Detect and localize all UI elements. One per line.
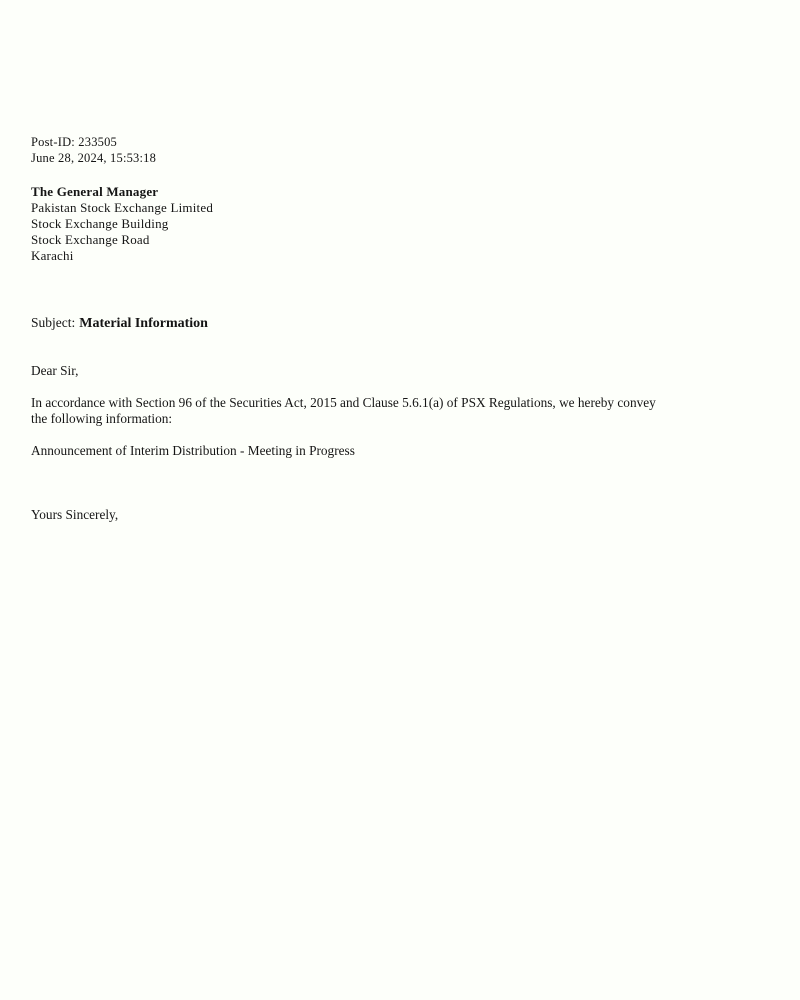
recipient-line-company: Pakistan Stock Exchange Limited	[31, 200, 214, 215]
subject-label: Subject:	[31, 315, 76, 330]
post-id-line	[31, 134, 156, 150]
recipient-title: The General Manager	[31, 184, 159, 199]
subject-line	[31, 314, 208, 332]
announcement-line: Announcement of Interim Distribution - Meeting in Progress	[31, 443, 355, 458]
closing-line: Yours Sincerely,	[31, 507, 119, 522]
recipient-address-block	[31, 184, 213, 264]
post-id-label: Post-ID:	[31, 135, 75, 149]
subject-value: Material Information	[79, 316, 208, 331]
meta-block	[31, 134, 156, 166]
post-id-value: 233505	[78, 135, 117, 149]
recipient-line-road: Stock Exchange Road	[31, 232, 150, 247]
datetime-line: June 28, 2024, 15:53:18	[31, 151, 157, 165]
body-paragraph: In accordance with Section 96 of the Securities Act, 2015 and Clause 5.6.1(a) of PSX Regulations, we hereby convey the following information:	[31, 395, 656, 426]
recipient-line-building: Stock Exchange Building	[31, 216, 169, 231]
recipient-line-city: Karachi	[31, 248, 74, 263]
salutation: Dear Sir,	[31, 363, 79, 378]
